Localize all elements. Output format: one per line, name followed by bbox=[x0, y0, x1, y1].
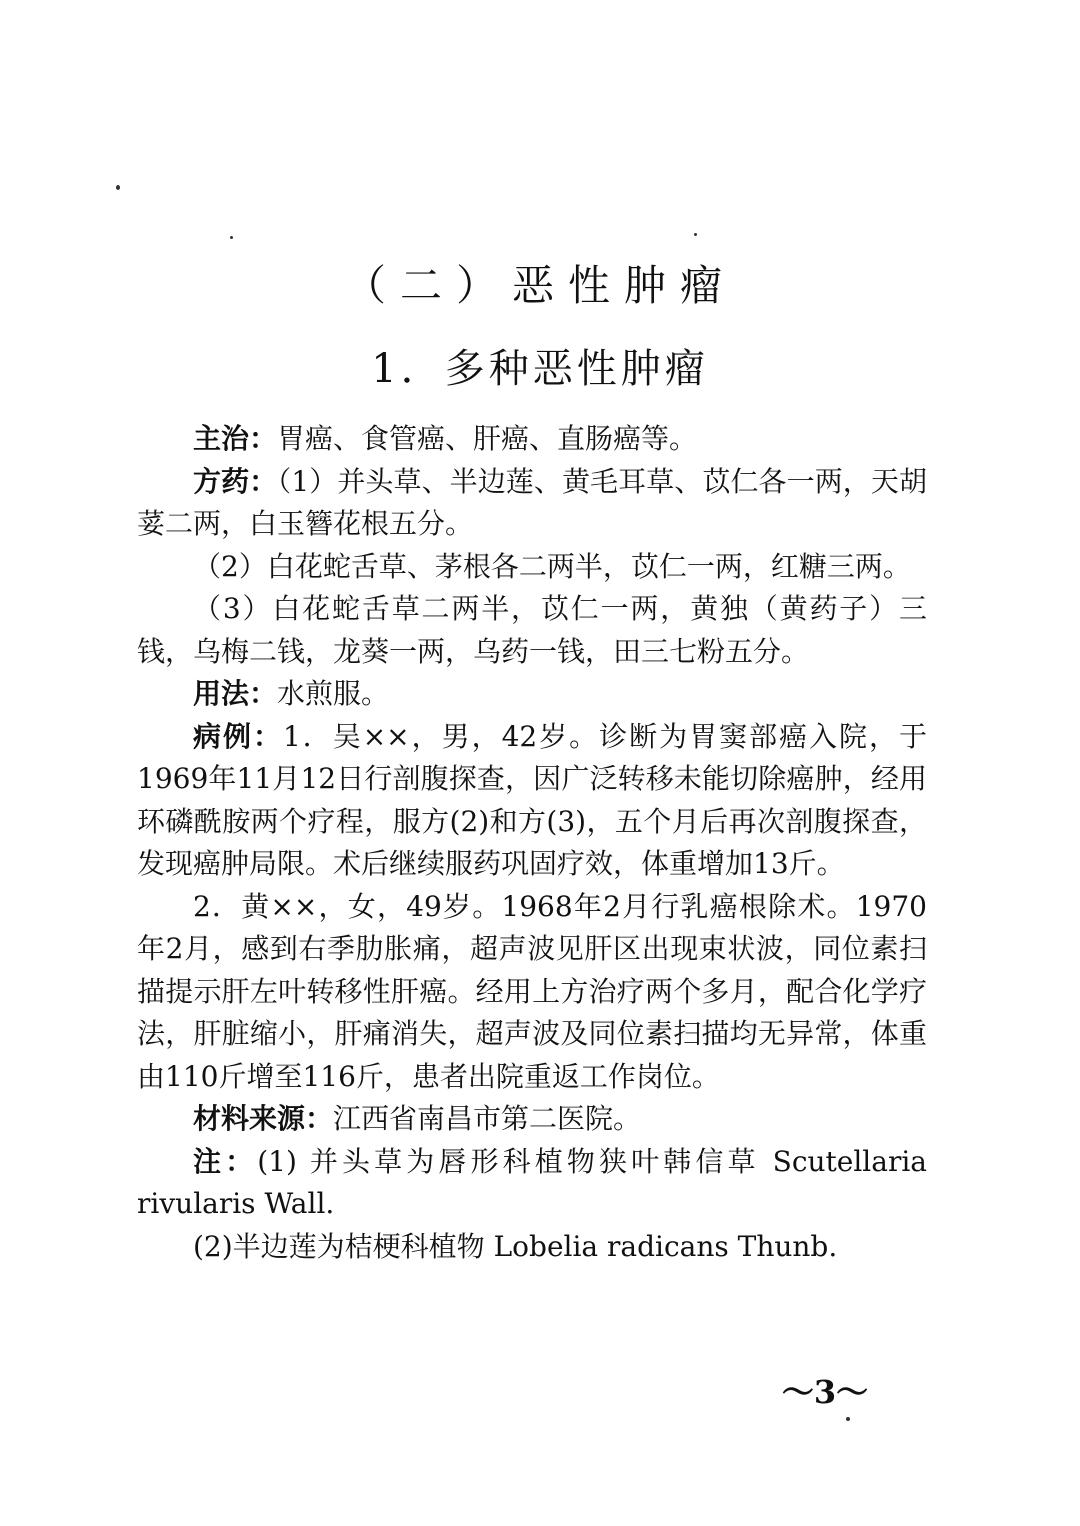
scan-speck bbox=[116, 185, 120, 190]
scan-speck bbox=[694, 233, 697, 236]
article-body bbox=[137, 418, 927, 1268]
paragraph-prescription-3 bbox=[137, 588, 927, 673]
paragraph-usage bbox=[137, 673, 927, 716]
paragraph-prescription bbox=[137, 461, 927, 546]
paragraph-text: 水煎服。 bbox=[277, 677, 390, 710]
paragraph-case-2 bbox=[137, 886, 927, 1099]
paragraph-source bbox=[137, 1098, 927, 1141]
paragraph-note-2 bbox=[137, 1226, 927, 1269]
paragraph-text: 胃癌、食管癌、肝癌、直肠癌等。 bbox=[277, 422, 698, 455]
paragraph-text: 2．黄××，女，49岁。1968年2月行乳癌根除术。1970年2月，感到右季肋胀痛，超声波见肝区出现束状波，同位素扫描提示肝左叶转移性肝癌。经用上方治疗两个多月，配合化学疗法，肝脏缩小，肝痛消失，超声波及同位素扫描均无异常，体重由110斤增至116斤，患者出院重返工作岗位。 bbox=[137, 889, 927, 1093]
paragraph-indications bbox=[137, 418, 927, 461]
paragraph-prescription-2 bbox=[137, 546, 927, 589]
paragraph-label: 用法： bbox=[193, 677, 278, 710]
paragraph-text: (1) 并头草为唇形科植物狭叶韩信草 Scutellaria rivularis Wall. bbox=[137, 1144, 927, 1220]
paragraph-text: （3）白花蛇舌草二两半，苡仁一两，黄独（黄药子）三钱，乌梅二钱，龙葵一两，乌药一钱，田三七粉五分。 bbox=[137, 592, 927, 668]
paragraph-text: （2）白花蛇舌草、茅根各二两半，苡仁一两，红糖三两。 bbox=[193, 549, 911, 583]
paragraph-case-1 bbox=[137, 716, 927, 886]
paragraph-label: 材料来源： bbox=[193, 1102, 334, 1135]
subsection-title: 1．多种恶性肿瘤 bbox=[371, 346, 709, 392]
paragraph-text: 1．吴××，男，42岁。诊断为胃窦部癌入院，于1969年11月12日行剖腹探查，因广泛转移未能切除癌肿，经用环磷酰胺两个疗程，服方(2)和方(3)，五个月后再次剖腹探查，发现癌肿局限。术后继续服药巩固疗效，体重增加13斤。 bbox=[137, 719, 927, 880]
scan-speck bbox=[846, 1417, 850, 1421]
paragraph-label: 方药： bbox=[193, 464, 278, 498]
paragraph-text: 江西省南昌市第二医院。 bbox=[333, 1102, 642, 1135]
paragraph-text: (2)半边莲为桔梗科植物 Lobelia radicans Thunb. bbox=[193, 1229, 838, 1263]
paragraph-note-1 bbox=[137, 1141, 927, 1226]
paragraph-text: （1）并头草、半边莲、黄毛耳草、苡仁各一两，天胡荽二两，白玉簪花根五分。 bbox=[137, 464, 927, 540]
paragraph-label: 主治： bbox=[193, 422, 278, 455]
section-title: （二）恶性肿瘤 bbox=[343, 261, 736, 310]
paragraph-label: 注： bbox=[193, 1144, 258, 1178]
paragraph-label: 病例： bbox=[193, 719, 283, 753]
scan-speck bbox=[230, 236, 233, 239]
page-number: ～3～ bbox=[781, 1373, 869, 1411]
